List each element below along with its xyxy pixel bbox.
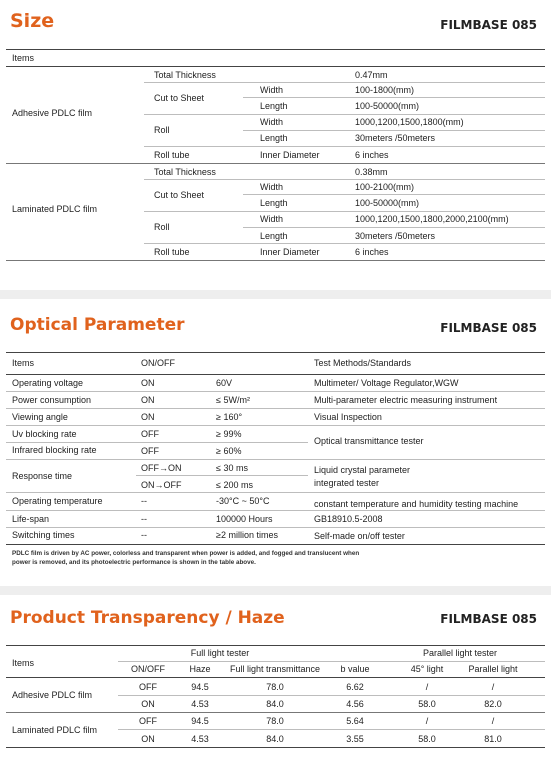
col-45-light: 45° light bbox=[410, 664, 444, 674]
parallel-light-tester-header: Parallel light tester bbox=[422, 648, 498, 658]
state: ON bbox=[141, 699, 155, 709]
total-thickness-value: 0.47mm bbox=[355, 70, 388, 80]
col-parallel-light: Parallel light bbox=[468, 664, 518, 674]
state: ON→OFF bbox=[141, 480, 182, 490]
method: Self-made on/off tester bbox=[314, 531, 405, 541]
item-infrared-blocking: Infrared blocking rate bbox=[12, 445, 97, 455]
divider bbox=[6, 442, 308, 443]
item-uv-blocking: Uv blocking rate bbox=[12, 429, 77, 439]
adhesive-name: Adhesive PDLC film bbox=[12, 108, 93, 118]
value: -30°C ~ 50°C bbox=[216, 496, 270, 506]
state: ON bbox=[141, 395, 155, 405]
method: Visual Inspection bbox=[314, 412, 382, 422]
haze: 4.53 bbox=[191, 734, 209, 744]
value: ≥ 160° bbox=[216, 412, 243, 422]
method: Multimeter/ Voltage Regulator,WGW bbox=[314, 378, 459, 388]
size-model: FILMBASE 085 bbox=[440, 18, 537, 32]
divider bbox=[6, 260, 545, 261]
divider bbox=[243, 130, 545, 131]
haze: 94.5 bbox=[191, 716, 209, 726]
total-thickness-label: Total Thickness bbox=[154, 70, 216, 80]
divider bbox=[144, 146, 545, 147]
divider bbox=[6, 408, 545, 409]
roll-width-value: 1000,1200,1500,1800(mm) bbox=[355, 117, 464, 127]
item-operating-temperature: Operating temperature bbox=[12, 496, 103, 506]
cut-to-sheet-label: Cut to Sheet bbox=[154, 93, 205, 103]
value: ≥ 60% bbox=[216, 446, 242, 456]
value: ≤ 5W/m² bbox=[216, 395, 250, 405]
value: 100000 Hours bbox=[216, 514, 273, 524]
divider bbox=[118, 695, 545, 696]
total-thickness-value: 0.38mm bbox=[355, 167, 388, 177]
divider bbox=[136, 475, 308, 476]
section-separator bbox=[0, 290, 551, 299]
flt: 84.0 bbox=[266, 734, 284, 744]
width-label: Width bbox=[260, 182, 284, 192]
flt: 84.0 bbox=[266, 699, 284, 709]
value: ≤ 30 ms bbox=[216, 463, 248, 473]
b-value: 5.64 bbox=[346, 716, 364, 726]
methods-header: Test Methods/Standards bbox=[314, 358, 412, 368]
divider bbox=[144, 114, 545, 115]
divider bbox=[144, 179, 545, 180]
item-switching-times: Switching times bbox=[12, 530, 75, 540]
method: integrated tester bbox=[314, 478, 380, 488]
items-header: Items bbox=[12, 358, 35, 368]
adhesive-name: Adhesive PDLC film bbox=[12, 690, 93, 700]
roll-length-value: 30meters /50meters bbox=[355, 231, 436, 241]
state: OFF→ON bbox=[141, 463, 182, 473]
col-haze: Haze bbox=[189, 664, 211, 674]
divider bbox=[144, 82, 545, 83]
length-label: Length bbox=[260, 101, 288, 111]
col-full-light-transmittance: Full light transmittance bbox=[229, 664, 321, 674]
width-label: Width bbox=[260, 85, 284, 95]
item-response-time: Response time bbox=[12, 471, 73, 481]
method: Multi-parameter electric measuring instrument bbox=[314, 395, 498, 405]
roll-label: Roll bbox=[154, 125, 170, 135]
footnote-line-2: power is removed, and its photoelectric performance is shown in the table above. bbox=[12, 559, 256, 566]
divider bbox=[6, 677, 545, 678]
value: ≤ 200 ms bbox=[216, 480, 253, 490]
deg45: / bbox=[425, 682, 429, 692]
roll-label: Roll bbox=[154, 222, 170, 232]
divider bbox=[243, 194, 545, 195]
roll-length-label: Length bbox=[260, 133, 288, 143]
inner-diameter-value: 6 inches bbox=[355, 150, 389, 160]
length-label: Length bbox=[260, 198, 288, 208]
items-header: Items bbox=[12, 658, 35, 668]
roll-width-label: Width bbox=[260, 214, 284, 224]
roll-length-value: 30meters /50meters bbox=[355, 133, 436, 143]
transparency-model: FILMBASE 085 bbox=[440, 612, 537, 626]
roll-length-label: Length bbox=[260, 231, 288, 241]
section-separator bbox=[0, 586, 551, 595]
item-life-span: Life-span bbox=[12, 514, 50, 524]
state: OFF bbox=[139, 682, 157, 692]
divider bbox=[243, 227, 545, 228]
divider bbox=[6, 352, 545, 353]
divider bbox=[6, 425, 545, 426]
full-light-tester-header: Full light tester bbox=[190, 648, 250, 658]
col-b-value: b value bbox=[340, 664, 370, 674]
b-value: 3.55 bbox=[346, 734, 364, 744]
method: constant temperature and humidity testing machine bbox=[314, 499, 519, 509]
flt: 78.0 bbox=[266, 716, 284, 726]
divider bbox=[6, 459, 545, 460]
items-header: Items bbox=[12, 53, 35, 63]
divider bbox=[6, 527, 545, 528]
length-value: 100-50000(mm) bbox=[355, 198, 420, 208]
total-thickness-label: Total Thickness bbox=[154, 167, 216, 177]
onoff-header: ON/OFF bbox=[141, 358, 175, 368]
state: ON bbox=[141, 378, 155, 388]
state: -- bbox=[141, 496, 147, 506]
divider bbox=[6, 492, 545, 493]
optical-title: Optical Parameter bbox=[10, 315, 185, 335]
divider bbox=[144, 211, 545, 212]
inner-diameter-value: 6 inches bbox=[355, 247, 389, 257]
b-value: 4.56 bbox=[346, 699, 364, 709]
divider bbox=[6, 391, 545, 392]
deg45: 58.0 bbox=[418, 699, 436, 709]
length-value: 100-50000(mm) bbox=[355, 101, 420, 111]
value: ≥2 million times bbox=[216, 530, 278, 540]
divider bbox=[144, 243, 545, 244]
state: OFF bbox=[139, 716, 157, 726]
divider bbox=[243, 97, 545, 98]
divider bbox=[118, 661, 545, 662]
width-value: 100-1800(mm) bbox=[355, 85, 415, 95]
cut-to-sheet-label: Cut to Sheet bbox=[154, 190, 205, 200]
haze: 4.53 bbox=[191, 699, 209, 709]
deg45: / bbox=[425, 716, 429, 726]
divider bbox=[6, 645, 545, 646]
parallel: / bbox=[491, 682, 495, 692]
flt: 78.0 bbox=[266, 682, 284, 692]
divider bbox=[6, 66, 545, 67]
width-value: 100-2100(mm) bbox=[355, 182, 415, 192]
b-value: 6.62 bbox=[346, 682, 364, 692]
state: OFF bbox=[141, 429, 159, 439]
footnote-line-1: PDLC film is driven by AC power, colorless and transparent when power is added, and fogged and translucent when bbox=[12, 550, 360, 557]
item-viewing-angle: Viewing angle bbox=[12, 412, 68, 422]
method: GB18910.5-2008 bbox=[314, 514, 383, 524]
method: Liquid crystal parameter bbox=[314, 465, 411, 475]
divider bbox=[6, 163, 545, 164]
divider bbox=[118, 729, 545, 730]
parallel: 81.0 bbox=[484, 734, 502, 744]
laminated-name: Laminated PDLC film bbox=[12, 204, 98, 214]
roll-tube-label: Roll tube bbox=[154, 150, 190, 160]
divider bbox=[6, 510, 545, 511]
transparency-title: Product Transparency / Haze bbox=[10, 608, 285, 628]
item-operating-voltage: Operating voltage bbox=[12, 378, 84, 388]
state: ON bbox=[141, 412, 155, 422]
roll-width-label: Width bbox=[260, 117, 284, 127]
item-power-consumption: Power consumption bbox=[12, 395, 92, 405]
divider bbox=[6, 544, 545, 545]
divider bbox=[6, 712, 545, 713]
value: ≥ 99% bbox=[216, 429, 242, 439]
deg45: 58.0 bbox=[418, 734, 436, 744]
laminated-name: Laminated PDLC film bbox=[12, 725, 98, 735]
state: -- bbox=[141, 514, 147, 524]
state: -- bbox=[141, 530, 147, 540]
parallel: 82.0 bbox=[484, 699, 502, 709]
method: Optical transmittance tester bbox=[314, 436, 424, 446]
divider bbox=[6, 49, 545, 50]
inner-diameter-label: Inner Diameter bbox=[260, 150, 320, 160]
col-onoff: ON/OFF bbox=[131, 664, 165, 674]
size-title: Size bbox=[10, 10, 55, 32]
state: OFF bbox=[141, 446, 159, 456]
optical-model: FILMBASE 085 bbox=[440, 321, 537, 335]
inner-diameter-label: Inner Diameter bbox=[260, 247, 320, 257]
value: 60V bbox=[216, 378, 233, 388]
haze: 94.5 bbox=[191, 682, 209, 692]
roll-tube-label: Roll tube bbox=[154, 247, 190, 257]
divider bbox=[6, 747, 545, 748]
divider bbox=[6, 374, 545, 375]
state: ON bbox=[141, 734, 155, 744]
parallel: / bbox=[491, 716, 495, 726]
roll-width-value: 1000,1200,1500,1800,2000,2100(mm) bbox=[355, 214, 509, 224]
